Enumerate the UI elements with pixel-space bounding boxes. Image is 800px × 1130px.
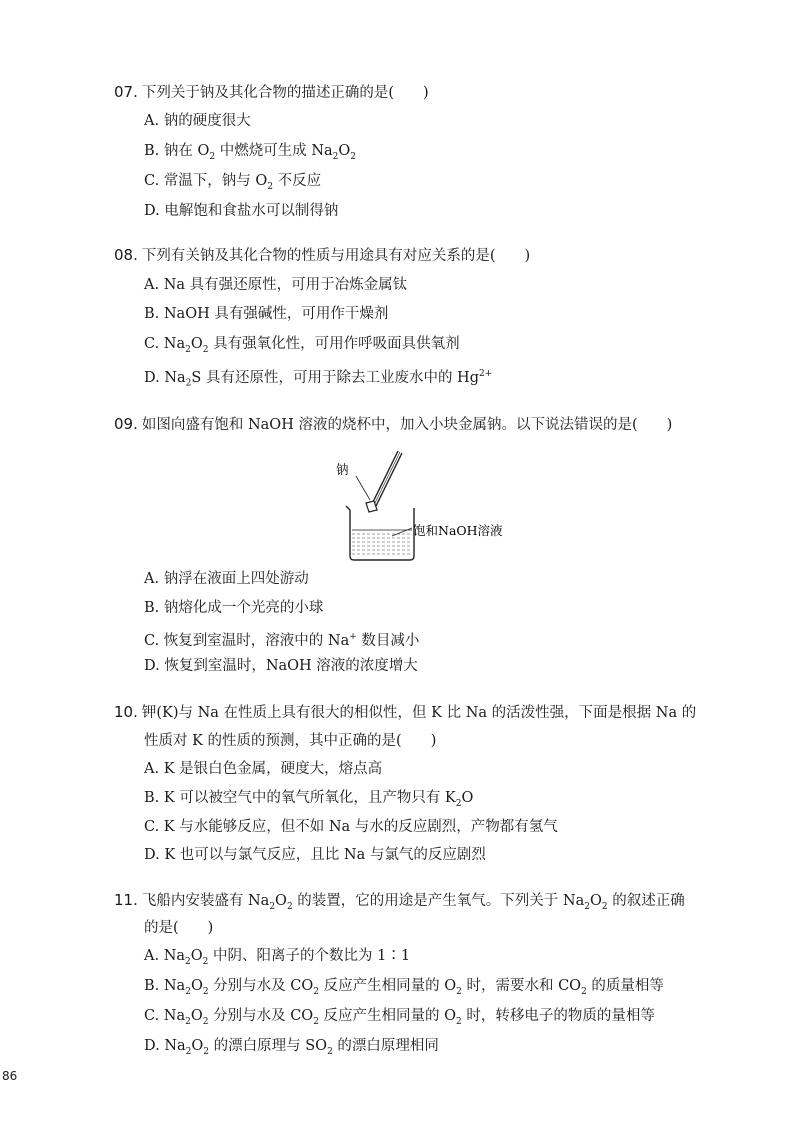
q10-option-b: B. K 可以被空气中的氧气所氧化，且产物只有 $K_2O$ [144,790,474,809]
q08-option-d: D. $Na_2S$ 具有还原性，可用于除去工业废水中的 $Hg^{2+}$ [144,369,493,389]
q11-option-d: D. $Na_2O_2$ 的漂白原理与 $SO_2$ 的漂白原理相同 [144,1038,439,1057]
q09-option-d: D. 恢复到室温时，NaOH 溶液的浓度增大 [144,658,418,674]
q10-option-a: A. K 是银白色金属，硬度大，熔点高 [144,761,383,777]
q07-option-b: B. 钠在 $O_2$ 中燃烧可生成 $Na_2O_2$ [144,143,357,162]
page-number: 86 [2,1069,18,1083]
q10-stem: 10. 钾(K)与 Na 在性质上具有很大的相似性，但 K 比 Na 的活泼性强，下面是根据 Na 的 [114,703,697,721]
q07-option-a: A. 钠的硬度很大 [144,113,251,129]
label-sodium: 钠 [336,462,349,477]
q11-option-c: C. $Na_2O_2$ 分别与水及 $CO_2$ 反应产生相同量的 $O_2$ 时，转移电子的物质的量相等 [144,1008,655,1027]
q10-stem-line2: 性质对 K 的性质的预测，其中正确的是( ) [144,733,437,749]
q11-stem: 11. 飞船内安装盛有 $Na_2O_2$ 的装置，它的用途是产生氧气。下列关于 $Na_2O_2$ 的叙述正确 [114,891,685,912]
q09-option-b: B. 钠熔化成一个光亮的小球 [144,600,324,616]
q07-stem: 07. 下列关于钠及其化合物的描述正确的是( ) [114,83,429,101]
q11-option-a: A. $Na_2O_2$ 中阴、阳离子的个数比为 1∶1 [144,948,411,967]
q09-stem: 09. 如图向盛有饱和 NaOH 溶液的烧杯中，加入小块金属钠。以下说法错误的是( ) [114,415,673,433]
tweezers-icon [372,451,402,506]
q09-option-c: C. 恢复到室温时，溶液中的 Na+ 数目减小 [144,632,420,649]
q08-stem: 08. 下列有关钠及其化合物的性质与用途具有对应关系的是( ) [114,246,531,264]
q09-option-a: A. 钠浮在液面上四处游动 [144,571,309,587]
beaker-icon [346,506,414,560]
beaker-figure [330,448,520,566]
q10-option-c: C. K 与水能够反应，但不如 Na 与水的反应剧烈，产物都有氢气 [144,819,558,835]
q11-stem-line2: 的是( ) [144,920,214,936]
q11-option-b: B. $Na_2O_2$ 分别与水及 $CO_2$ 反应产生相同量的 $O_2$ 时，需要水和 $CO_2$ 的质量相等 [144,978,664,997]
q08-option-b: B. NaOH 具有强碱性，可用作干燥剂 [144,306,389,322]
q08-option-a: A. Na 具有强还原性，可用于冶炼金属钛 [144,277,408,293]
q07-option-c: C. 常温下，钠与 $O_2$ 不反应 [144,173,322,192]
label-solution: 饱和NaOH溶液 [413,523,503,538]
q07-option-d: D. 电解饱和食盐水可以制得钠 [144,203,339,219]
q10-option-d: D. K 也可以与氯气反应，且比 Na 与氯气的反应剧烈 [144,847,486,863]
q08-option-c: C. $Na_2O_2$ 具有强氧化性，可用作呼吸面具供氧剂 [144,336,460,355]
